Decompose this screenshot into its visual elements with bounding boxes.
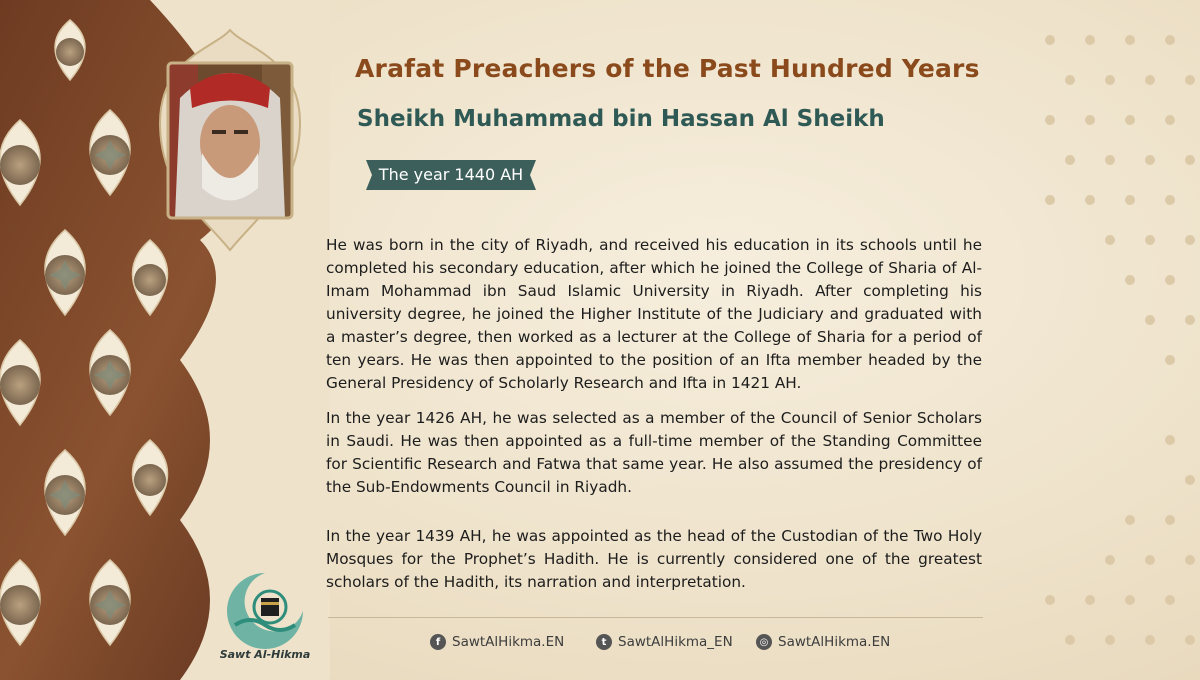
- twitter-icon: t: [596, 634, 612, 650]
- twitter-link[interactable]: [596, 632, 733, 652]
- year-label: The year 1440 AH: [378, 165, 524, 184]
- biography-text: [326, 234, 982, 606]
- twitter-handle: SawtAlHikma_EN: [618, 634, 733, 650]
- bio-paragraph-3: In the year 1439 AH, he was appointed as the head of the Custodian of the Two Holy Mosques for the Prophet’s Hadith. He is currently considered one of the greatest scholars of the Hadith, its narration and interpretation.: [326, 527, 982, 591]
- sheikh-portrait: [150, 28, 310, 253]
- logo-name: Sawt Al-Hikma: [219, 648, 311, 661]
- instagram-icon: ◎: [756, 634, 772, 650]
- instagram-link[interactable]: [756, 632, 890, 652]
- bio-paragraph-2: In the year 1426 AH, he was selected as a member of the Council of Senior Scholars in Saudi. He was then appointed as a full-time member of the Standing Committee for Scientific Research and Fatwa that same year. He also assumed the presidency of the Sub-Endowments Council in Riyadh.: [326, 409, 982, 496]
- footer-divider: [328, 617, 983, 618]
- bio-paragraph-1: He was born in the city of Riyadh, and received his education in its schools until he completed his secondary education, after which he joined the College of Sharia of Al-Imam Mohammad ibn Saud Islamic University in Riyadh. After completing his university degree, he joined the Higher Institute of the Judiciary and graduated with a master’s degree, then worked as a lecturer at the College of Sharia for a period of ten years. He was then appointed to the position of an Ifta member headed by the General Presidency of Scholarly Research and Ifta in 1421 AH.: [326, 236, 982, 392]
- instagram-handle: SawtAlHikma.EN: [778, 634, 891, 650]
- facebook-link[interactable]: [430, 632, 564, 652]
- page-title: Arafat Preachers of the Past Hundred Years: [355, 54, 980, 83]
- dot-pattern-decoration: [1020, 0, 1200, 680]
- year-badge: [362, 160, 540, 190]
- sheikh-name: Sheikh Muhammad bin Hassan Al Sheikh: [357, 106, 885, 132]
- facebook-handle: SawtAlHikma.EN: [452, 634, 565, 650]
- facebook-icon: f: [430, 634, 446, 650]
